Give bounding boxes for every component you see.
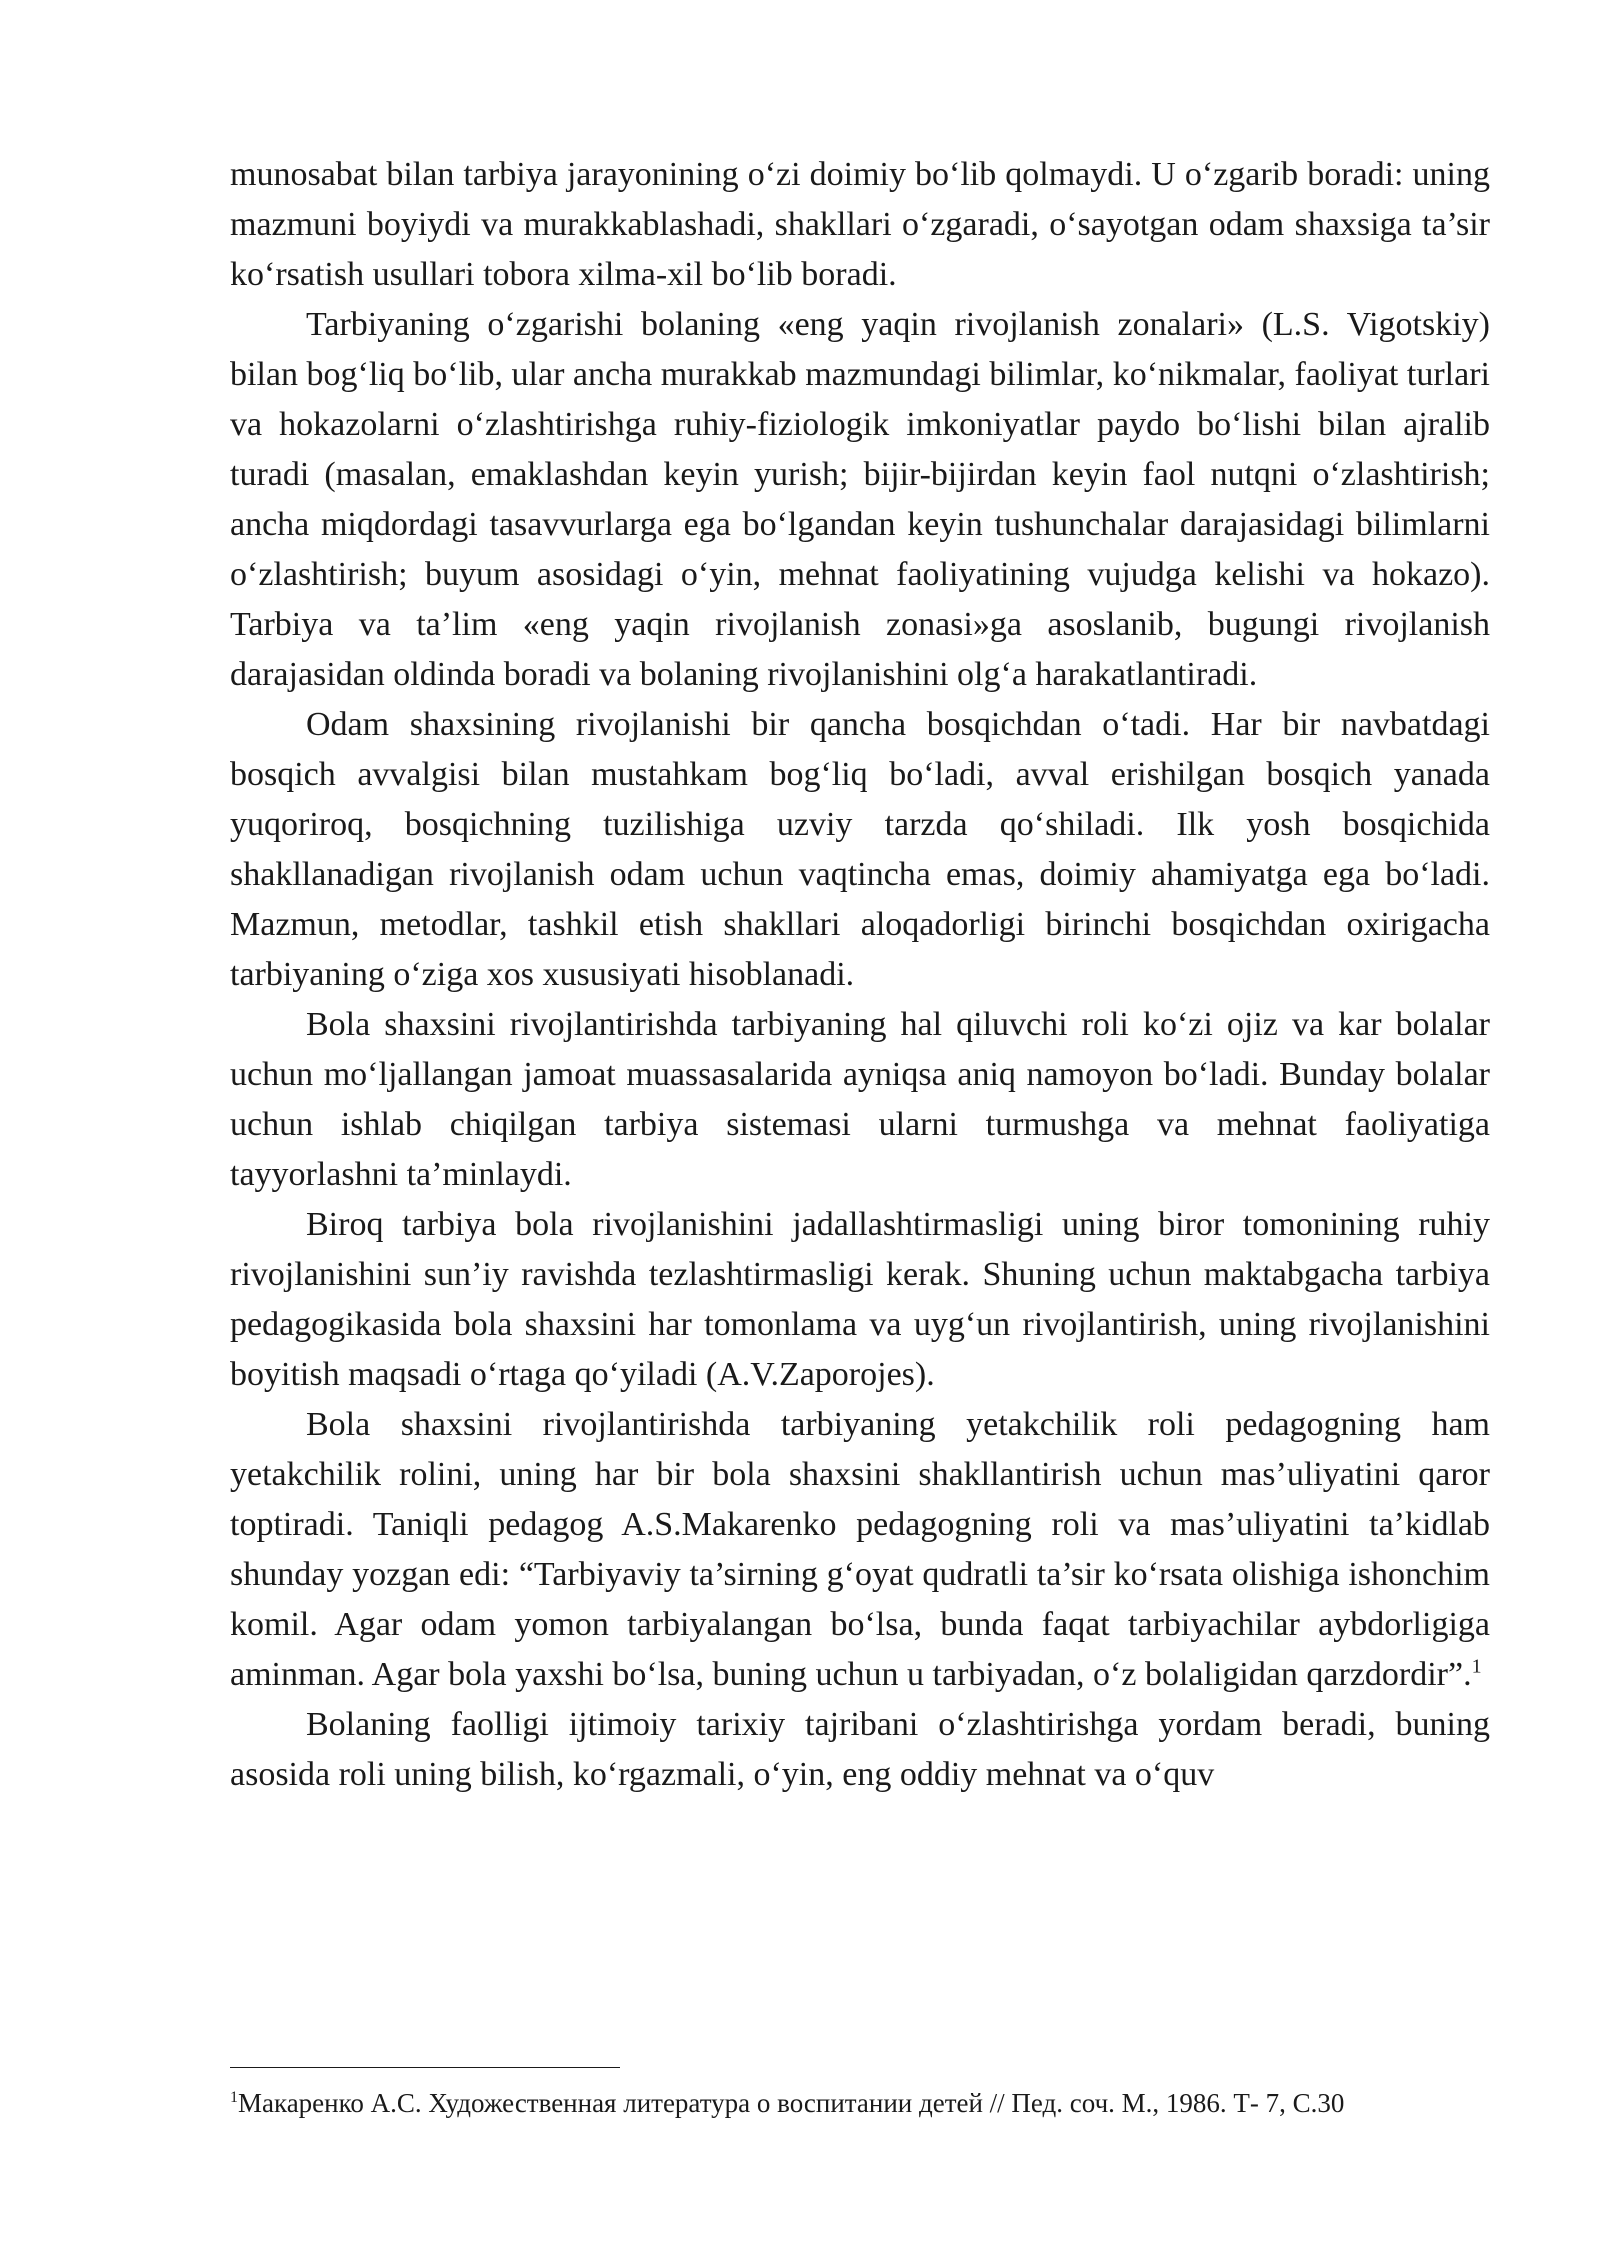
paragraph: Bola shaxsini rivojlantirishda tarbiyaning hal qiluvchi roli ko‘zi ojiz va kar bolalar uchun mo‘ljallangan jamoat muassasalarida ayniqsa aniq namoyon bo‘ladi. Bunday bolalar uchun ishlab chiqilgan tarbiya sistemasi ularni turmushga va mehnat faoliyatiga tayyorlashni ta’minlaydi. [230, 1006, 1490, 1193]
paragraph: Biroq tarbiya bola rivojlanishini jadallashtirmasligi uning biror tomonining ruhiy rivojlanishini sun’iy ravishda tezlashtirmasligi kerak. Shuning uchun maktabgacha tarbiya pedagogikasida bola shaxsini har tomonlama va uyg‘un rivojlantirish, uning rivojlanishini boyitish maqsadi o‘rtaga qo‘yiladi (A.V.Zaporojes). [230, 1206, 1490, 1393]
body-text [230, 150, 1490, 1800]
footnote-divider [230, 2067, 620, 2068]
footnote-reference[interactable]: 1 [1471, 1655, 1482, 1678]
footnote-mark: 1 [230, 2089, 238, 2106]
quote-paragraph-text: Bola shaxsini rivojlantirishda tarbiyaning yetakchilik roli pedagogning ham yetakchilik rolini, uning har bir bola shaxsini shakllantirish uchun mas’uliyatini qaror toptiradi. Taniqli pedagog A.S.Makarenko pedagogning roli va mas’uliyatini ta’kidlab shunday yozgan edi: “Tarbiyaviy ta’sirning g‘oyat qudratli ta’sir ko‘rsata olishiga ishonchim komil. Agar odam yomon tarbiyalangan bo‘lsa, bunda faqat tarbiyachilar aybdorligiga aminman. Agar bola yaxshi bo‘lsa, buning uchun u tarbiyadan, o‘z bolaligidan qarzdordir”. [230, 1406, 1490, 1693]
footnote [230, 2085, 1490, 2121]
paragraph: Bolaning faolligi ijtimoiy tarixiy tajribani o‘zlashtirishga yordam beradi, buning asosida roli uning bilish, ko‘rgazmali, o‘yin, eng oddiy mehnat va o‘quv [230, 1706, 1490, 1793]
footnote-text: Макаренко А.С. Художественная литература о воспитании детей // Пед. соч. М., 1986. Т- 7, С.30 [238, 2088, 1345, 2118]
paragraph: Tarbiyaning o‘zgarishi bolaning «eng yaqin rivojlanish zonalari» (L.S. Vigotskiy) bilan bog‘liq bo‘lib, ular ancha murakkab mazmundagi bilimlar, ko‘nikmalar, faoliyat turlari va hokazolarni o‘zlashtirishga ruhiy-fiziologik imkoniyatlar paydo bo‘lishi bilan ajralib turadi (masalan, emaklashdan keyin yurish; bijir-bijirdan keyin faol nutqni o‘zlashtirish; ancha miqdordagi tasavvurlarga ega bo‘lgandan keyin tushunchalar darajasidagi bilimlarni o‘zlashtirish; buyum asosidagi o‘yin, mehnat faoliyatining vujudga kelishi va hokazo). Tarbiya va ta’lim «eng yaqin rivojlanish zonasi»ga asoslanib, bugungi rivojlanish darajasidan oldinda boradi va bolaning rivojlanishini olg‘a harakatlantiradi. [230, 306, 1490, 693]
paragraph-continuation: munosabat bilan tarbiya jarayonining o‘zi doimiy bo‘lib qolmaydi. U o‘zgarib boradi: uning mazmuni boyiydi va murakkablashadi, shakllari o‘zgaradi, o‘sayotgan odam shaxsiga ta’sir ko‘rsatish usullari tobora xilma-xil bo‘lib boradi. [230, 156, 1490, 293]
paragraph-with-quote [230, 1400, 1490, 1700]
paragraph: Odam shaxsining rivojlanishi bir qancha bosqichdan o‘tadi. Har bir navbatdagi bosqich avvalgisi bilan mustahkam bog‘liq bo‘ladi, avval erishilgan bosqich yanada yuqoriroq, bosqichning tuzilishiga uzviy tarzda qo‘shiladi. Ilk yosh bosqichida shakllanadigan rivojlanish odam uchun vaqtincha emas, doimiy ahamiyatga ega bo‘ladi. Mazmun, metodlar, tashkil etish shakllari aloqadorligi birinchi bosqichdan oxirigacha tarbiyaning o‘ziga xos xususiyati hisoblanadi. [230, 706, 1490, 993]
